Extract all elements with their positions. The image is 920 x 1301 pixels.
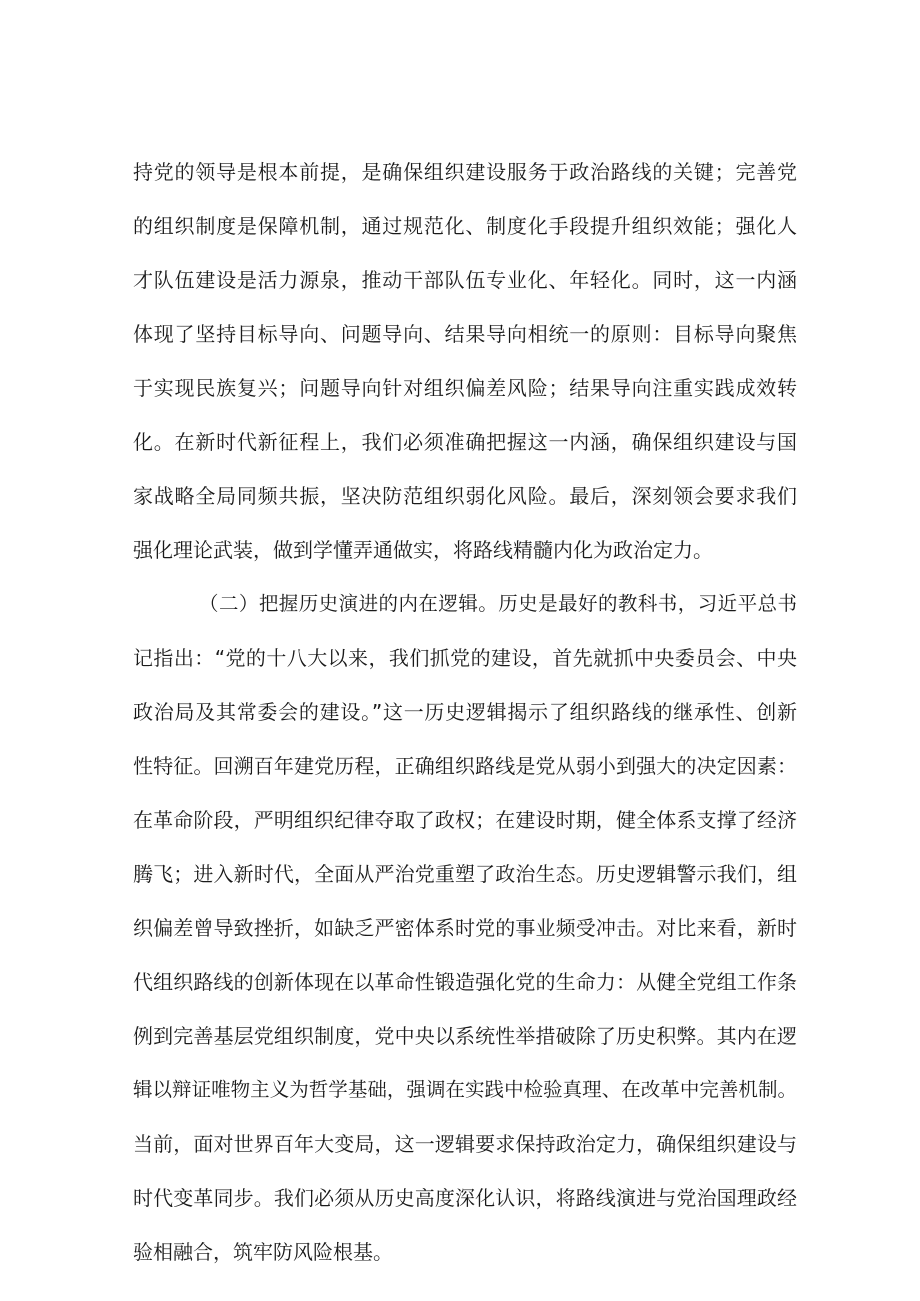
paragraph-line: 验相融合，筑牢防风险根基。	[133, 1240, 393, 1264]
paragraph-line: 的组织制度是保障机制，通过规范化、制度化手段提升组织效能；强化人	[133, 214, 797, 238]
paragraph-line: 当前，面对世界百年大变局，这一逻辑要求保持政治定力，确保组织建设与	[133, 1132, 797, 1156]
paragraph-line: 记指出：“党的十八大以来，我们抓党的建设，首先就抓中央委员会、中央	[133, 646, 797, 670]
paragraph-line: 家战略全局同频共振，坚决防范组织弱化风险。最后，深刻领会要求我们	[133, 484, 797, 508]
paragraph-line: 时代变革同步。我们必须从历史高度深化认识，将路线演进与党治国理政经	[133, 1186, 797, 1210]
paragraph-line: 体现了坚持目标导向、问题导向、结果导向相统一的原则：目标导向聚焦	[133, 322, 797, 346]
paragraph-line: 腾飞；进入新时代，全面从严治党重塑了政治生态。历史逻辑警示我们，组	[133, 862, 797, 886]
paragraph-line: 才队伍建设是活力源泉，推动干部队伍专业化、年轻化。同时，这一内涵	[133, 268, 797, 292]
paragraph-line: 代组织路线的创新体现在以革命性锻造强化党的生命力：从健全党组工作条	[133, 970, 797, 994]
paragraph-line: 辑以辩证唯物主义为哲学基础，强调在实践中检验真理、在改革中完善机制。	[133, 1078, 797, 1101]
paragraph-line: 于实现民族复兴；问题导向针对组织偏差风险；结果导向注重实践成效转	[133, 376, 797, 400]
paragraph-line: 例到完善基层党组织制度，党中央以系统性举措破除了历史积弊。其内在逻	[133, 1024, 797, 1048]
paragraph-line: 强化理论武装，做到学懂弄通做实，将路线精髓内化为政治定力。	[133, 538, 713, 562]
paragraph-line: 化。在新时代新征程上，我们必须准确把握这一内涵，确保组织建设与国	[133, 430, 797, 454]
paragraph-line: 持党的领导是根本前提，是确保组织建设服务于政治路线的关键；完善党	[133, 160, 797, 184]
paragraph-line: 织偏差曾导致挫折，如缺乏严密体系时党的事业频受冲击。对比来看，新时	[133, 916, 797, 940]
paragraph-line: （二）把握历史演进的内在逻辑。历史是最好的教科书，习近平总书	[199, 592, 797, 615]
paragraph-line: 性特征。回溯百年建党历程，正确组织路线是党从弱小到强大的决定因素：	[133, 754, 797, 778]
paragraph-line: 在革命阶段，严明组织纪律夺取了政权；在建设时期，健全体系支撑了经济	[133, 808, 797, 832]
paragraph-line: 政治局及其常委会的建设。”这一历史逻辑揭示了组织路线的继承性、创新	[133, 700, 797, 724]
